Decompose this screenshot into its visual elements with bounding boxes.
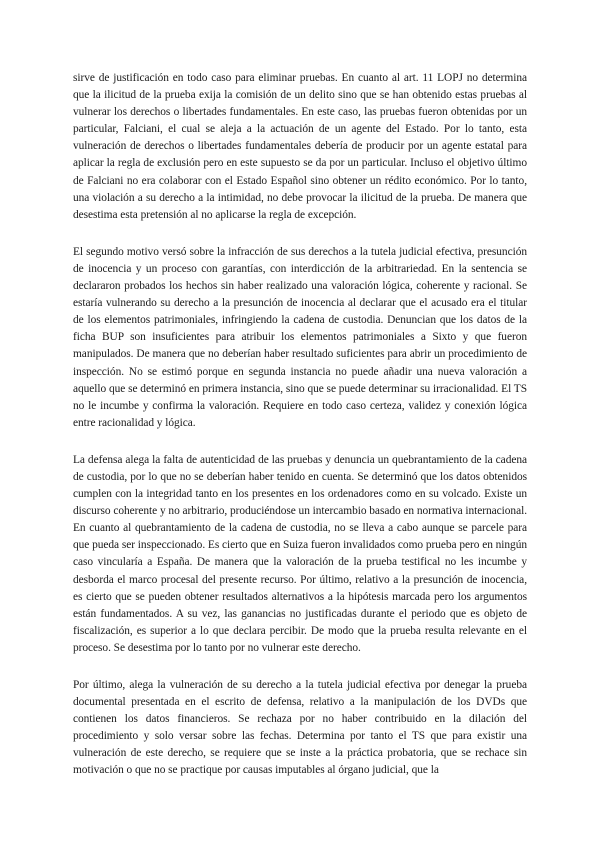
- paragraph-3: La defensa alega la falta de autenticidad de las pruebas y denuncia un quebrantamiento de la cadena de custodia, por lo que no se deberían haber tenido en cuenta. Se determinó que los datos obtenidos cumplen con la integridad tanto en los presentes en los ordenadores como en su volcado. Existe un discurso coherente y no arbitrario, produciéndose un intercambio basado en normativa internacional. En cuanto al quebrantamiento de la cadena de custodia, no se lleva a cabo aunque se parcele para que pueda ser inspeccionado. Es cierto que en Suiza fueron invalidados como prueba pero en ningún caso vincularía a España. De manera que la valoración de la prueba testifical no les incumbe y desborda el marco procesal del presente recurso. Por último, relativo a la presunción de inocencia, es cierto que se pueden obtener resultados alternativos a la hipótesis marcada pero los argumentos están fundamentados. A su vez, las ganancias no justificadas durante el periodo que es objeto de fiscalización, es superior a lo que declara percibir. De modo que la prueba resulta relevante en el proceso. Se desestima por lo tanto por no vulnerar este derecho.: [73, 453, 527, 654]
- paragraph-1: sirve de justificación en todo caso para eliminar pruebas. En cuanto al art. 11 LOPJ no determina que la ilicitud de la prueba exija la comisión de un delito sino que se han obtenido estas pruebas al vulnerar los derechos o libertades fundamentales. En este caso, las pruebas fueron obtenidas por un particular, Falciani, el cual se aleja a la actuación de un agente del Estado. Por lo tanto, esta vulneración de derechos o libertades fundamentales debería de producir por un agente estatal para aplicar la regla de exclusión pero en este supuesto se da por un particular. Incluso el objetivo último de Falciani no era colaborar con el Estado Español sino obtener un rédito económico. Por lo tanto, una violación a su derecho a la intimidad, no debe provocar la ilicitud de la prueba. De manera que desestima esta pretensión al no aplicarse la regla de excepción.: [73, 72, 527, 221]
- paragraph-4: Por último, alega la vulneración de su derecho a la tutela judicial efectiva por denegar la prueba documental presentada en el escrito de defensa, relativo a la manipulación de los DVDs que contienen los datos financieros. Se rechaza por no haber contribuido en la dilación del procedimiento y solo versar sobre las fechas. Determina por tanto el TS que para existir una vulneración de este derecho, se requiere que se inste a la práctica probatoria, que se rechace sin motivación o que no se practique por causas imputables al órgano judicial, que la: [73, 679, 527, 777]
- body-text: [73, 70, 527, 800]
- paragraph-2: El segundo motivo versó sobre la infracción de sus derechos a la tutela judicial efectiva, presunción de inocencia y un proceso con garantías, con interdicción de la arbitrariedad. En la sentencia se declararon probados los hechos sin haber realizado una valoración lógica, coherente y racional. Se estaría vulnerando su derecho a la presunción de inocencia al declarar que el acusado era el titular de los elementos patrimoniales, infringiendo la cadena de custodia. Denuncian que los datos de la ficha BUP son insuficientes para atribuir los elementos patrimoniales a Sixto y que fueron manipulados. De manera que no deberían haber resultado suficientes para abrir un procedimiento de inspección. No se estimó porque en segunda instancia no puede añadir una nueva valoración a aquello que se determinó en primera instancia, sino que se puede determinar su irracionalidad. El TS no le incumbe y confirma la valoración. Requiere en todo caso certeza, validez y conexión lógica entre racionalidad y lógica.: [73, 245, 527, 429]
